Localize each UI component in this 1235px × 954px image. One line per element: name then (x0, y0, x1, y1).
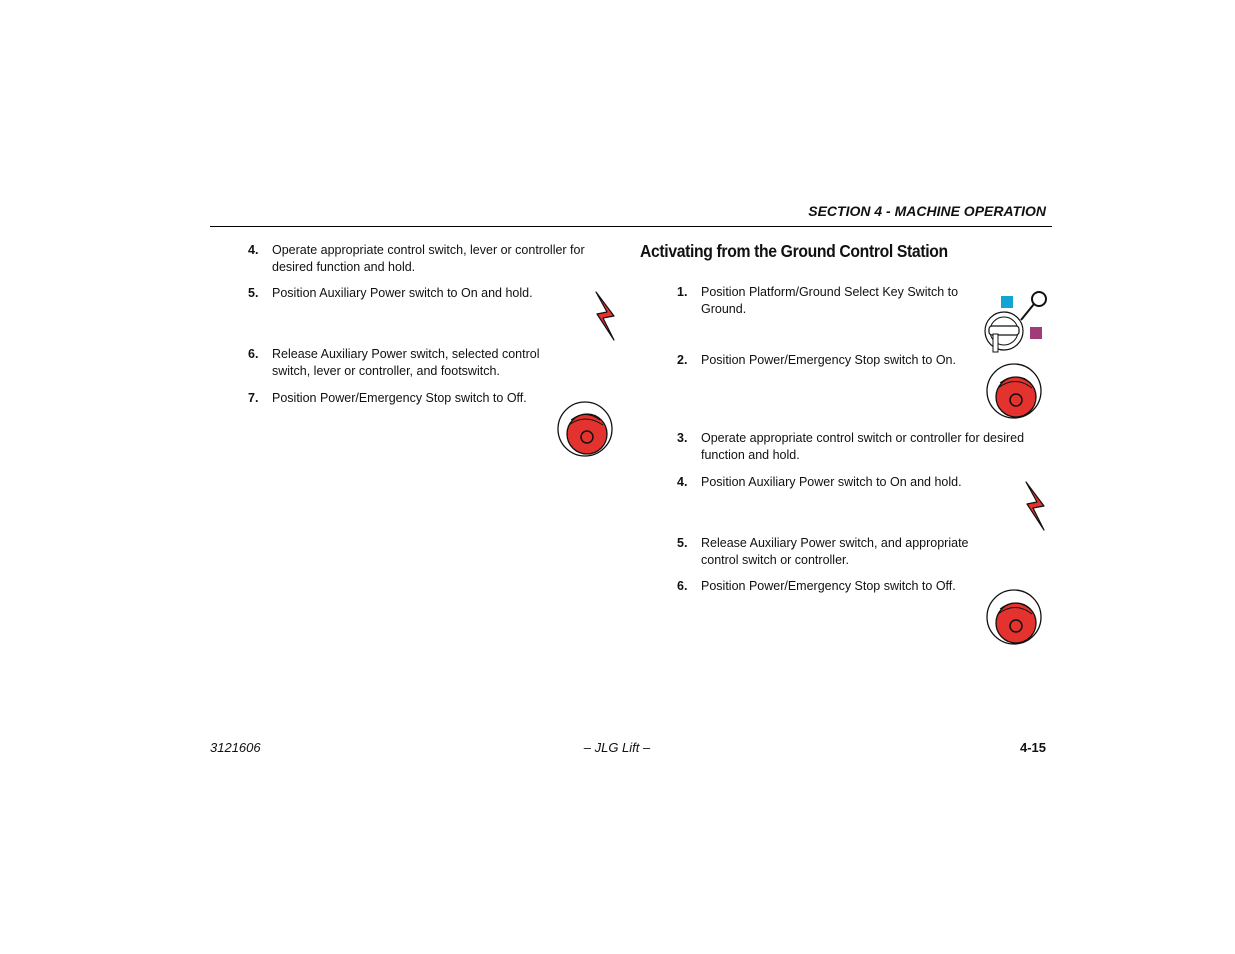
right-step-3 (677, 430, 1051, 464)
emergency-stop-button-icon (985, 588, 1045, 648)
step-number: 5. (248, 286, 259, 300)
left-step-5 (248, 285, 578, 302)
lightning-bolt-icon (1020, 480, 1050, 534)
step-number: 1. (677, 285, 688, 299)
footer-center: – JLG Lift – (583, 740, 651, 755)
step-number: 6. (677, 579, 688, 593)
step-text: Position Power/Emergency Stop switch to Off. (272, 391, 527, 405)
page-number: 4-15 (1019, 740, 1046, 755)
platform-ground-key-switch-icon (983, 288, 1051, 356)
lightning-bolt-icon (590, 290, 620, 344)
step-text: Position Power/Emergency Stop switch to Off. (701, 579, 956, 593)
step-number: 6. (248, 347, 259, 361)
step-number: 2. (677, 353, 688, 367)
section-header: SECTION 4 - MACHINE OPERATION (808, 203, 1046, 219)
right-step-4 (677, 474, 987, 491)
step-text: Release Auxiliary Power switch, selected control switch, lever or controller, and footswitch. (272, 347, 540, 378)
header-rule (210, 226, 1052, 227)
emergency-stop-button-icon (556, 400, 616, 460)
step-text: Position Auxiliary Power switch to On and hold. (272, 286, 533, 300)
right-step-2 (677, 352, 977, 369)
step-text: Operate appropriate control switch, lever or controller for desired function and hold. (272, 243, 585, 274)
step-text: Position Platform/Ground Select Key Switch to Ground. (701, 285, 959, 316)
step-number: 7. (248, 391, 259, 405)
right-step-6 (677, 578, 977, 595)
left-step-7 (248, 390, 548, 407)
left-step-6 (248, 346, 578, 380)
step-text: Position Power/Emergency Stop switch to On. (701, 353, 956, 367)
emergency-stop-button-icon (985, 362, 1045, 422)
step-text: Release Auxiliary Power switch, and appropriate control switch or controller. (701, 536, 969, 567)
section-heading: Activating from the Ground Control Station (640, 241, 948, 261)
step-number: 4. (248, 243, 259, 257)
right-step-5 (677, 535, 987, 569)
step-number: 4. (677, 475, 688, 489)
left-step-4 (248, 242, 618, 276)
step-number: 3. (677, 431, 688, 445)
right-step-1 (677, 284, 977, 318)
doc-number: 3121606 (210, 740, 261, 755)
step-text: Operate appropriate control switch or controller for desired function and hold. (701, 431, 1025, 462)
step-text: Position Auxiliary Power switch to On and hold. (701, 475, 962, 489)
step-number: 5. (677, 536, 688, 550)
